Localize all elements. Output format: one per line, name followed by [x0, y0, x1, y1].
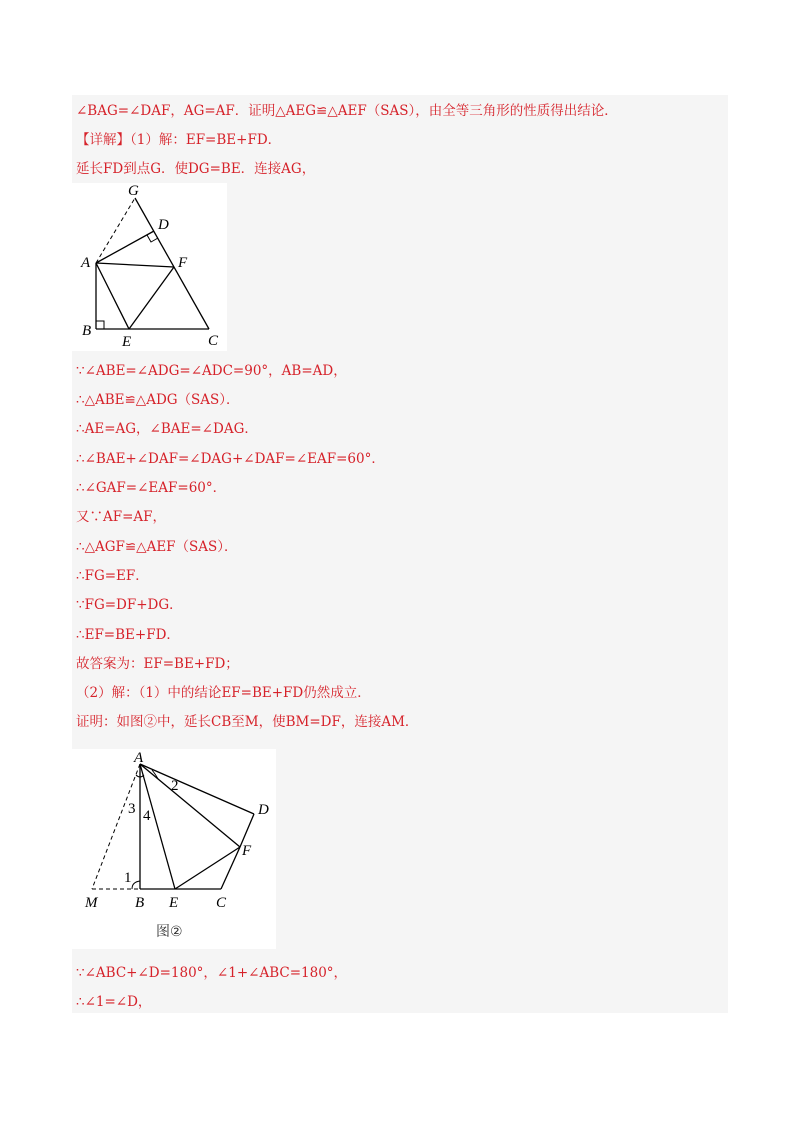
label-angle-4: 4: [143, 808, 151, 824]
label-D: D: [158, 217, 169, 233]
segment-AE: [96, 263, 129, 329]
step-13: 证明：如图②中，延长CB至M，使BM=DF，连接AM．: [76, 714, 419, 730]
part2-conclusion: EF=BE+FD: [221, 685, 304, 701]
part2-suffix: 仍然成立．: [303, 685, 371, 701]
step-7: ∴△AGF≌△AEF（SAS）．: [76, 539, 238, 555]
step-14: ∵∠ABC+∠D=180°，∠1+∠ABC=180°，: [76, 965, 348, 981]
step-9: ∵FG=DF+DG．: [76, 597, 183, 613]
right-angle-B: [96, 321, 104, 329]
figure-2: [72, 749, 276, 949]
step-15: ∴∠1=∠D，: [76, 994, 152, 1010]
solution-content: [72, 95, 728, 1013]
label-E: E: [122, 334, 132, 350]
segment-AD: [96, 231, 154, 263]
answer-prefix: 故答案为：: [76, 656, 144, 672]
step-11: [76, 655, 239, 673]
angle-arc-1: [132, 881, 140, 889]
label-C: C: [208, 333, 219, 349]
label-angle-1: 1: [124, 870, 132, 886]
figure-2-diagram: [72, 749, 276, 949]
step-12: [76, 684, 371, 702]
step-10: ∴EF=BE+FD．: [76, 627, 180, 643]
step-8: ∴FG=EF．: [76, 568, 149, 584]
label-M: M: [85, 895, 98, 911]
figure-2-caption: 图②: [156, 924, 183, 940]
part2-prefix: （2）解：（1）中的结论: [76, 685, 222, 701]
step-2: ∴△ABE≌△ADG（SAS）．: [76, 392, 240, 408]
segment-AF: [96, 263, 174, 267]
label-A: A: [134, 750, 144, 766]
step-1: ∵∠ABE=∠ADG=∠ADC=90°，AB=AD，: [76, 363, 347, 379]
text-line-2: [76, 131, 281, 149]
figure-1: [72, 183, 227, 351]
figure-1-diagram: [72, 183, 227, 351]
text-line-3: 延长FD到点G．使DG=BE．连接AG，: [76, 161, 316, 177]
label-G: G: [128, 183, 139, 199]
step-4: ∴∠BAE+∠DAF=∠DAG+∠DAF=∠EAF=60°．: [76, 451, 385, 467]
label-E: E: [169, 895, 179, 911]
answer-value: EF=BE+FD；: [143, 656, 239, 672]
label-C: C: [216, 895, 227, 911]
text-line-1: ∠BAG=∠DAF，AG=AF．证明△AEG≌△AEF（SAS），由全等三角形的性质得出结论．: [76, 103, 618, 119]
label-B: B: [82, 323, 92, 339]
step-6: 又∵AF=AF，: [76, 509, 167, 525]
label-angle-3: 3: [128, 801, 136, 817]
segment-AE: [140, 764, 175, 889]
part1-answer: （1）解：EF=BE+FD．: [130, 132, 282, 148]
label-D: D: [258, 802, 269, 818]
segment-AD: [140, 764, 254, 814]
step-5: ∴∠GAF=∠EAF=60°．: [76, 480, 227, 496]
label-B: B: [135, 895, 145, 911]
segment-AG: [96, 198, 135, 263]
label-F: F: [242, 843, 252, 859]
label-F: F: [178, 255, 188, 271]
segment-GC: [135, 198, 209, 329]
step-3: ∴AE=AG，∠BAE=∠DAG．: [76, 421, 258, 437]
segment-AM: [92, 764, 140, 889]
label-A: A: [81, 255, 91, 271]
segment-EF: [129, 267, 174, 329]
label-angle-2: 2: [171, 778, 179, 794]
detail-tag: 【详解】: [76, 132, 130, 148]
segment-AF: [140, 764, 240, 847]
